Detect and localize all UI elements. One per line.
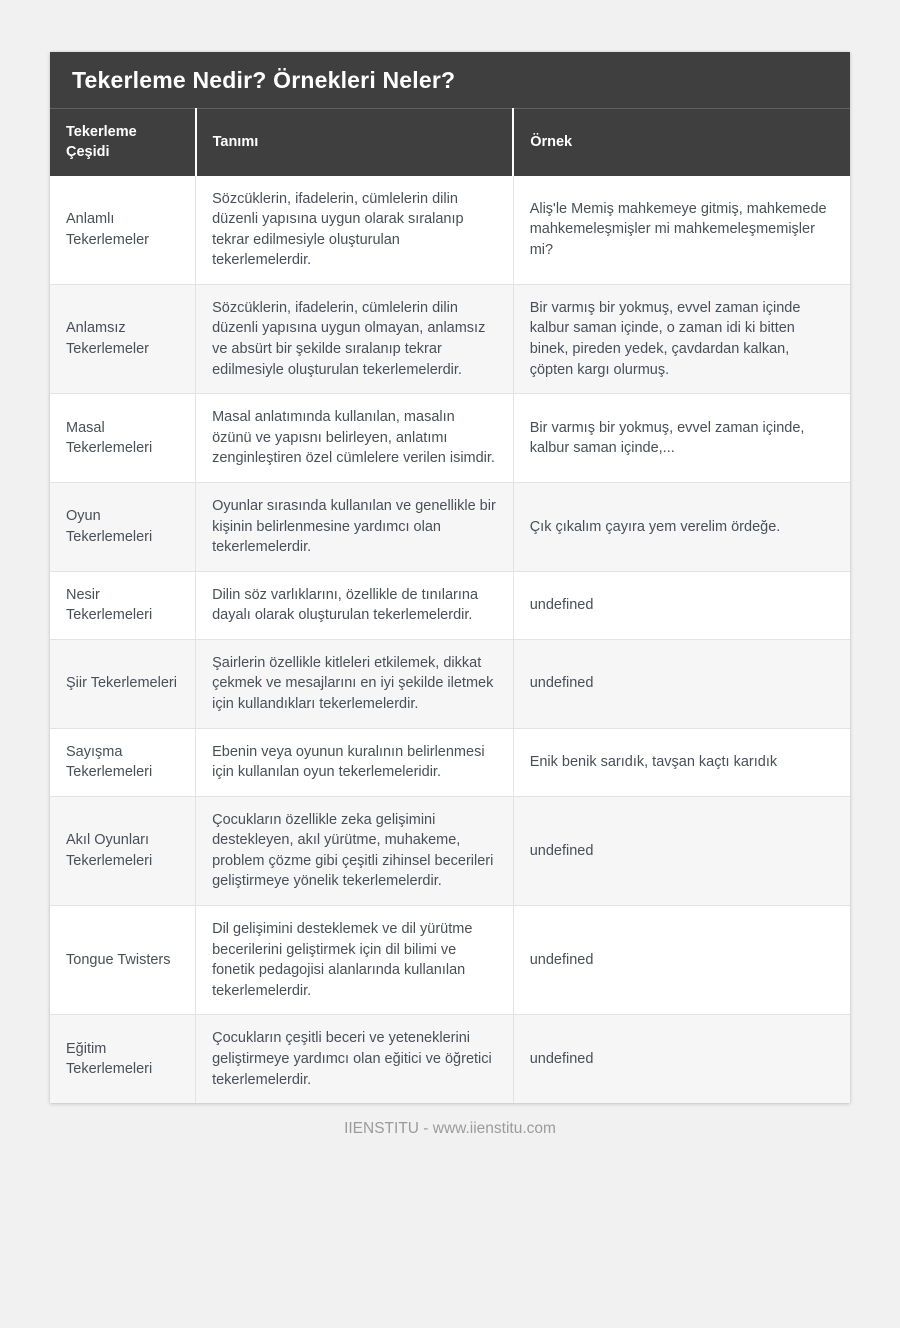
table-row <box>50 639 850 728</box>
table-header-row <box>50 109 850 176</box>
row-definition-cell: Çocukların özellikle zeka gelişimini destekleyen, akıl yürütme, muhakeme, problem çözme gibi çeşitli zihinsel becerileri geliştirmeye yönelik tekerlemelerdir. <box>196 796 514 905</box>
table-body <box>50 176 850 1104</box>
row-type-cell: Nesir Tekerlemeleri <box>50 571 196 639</box>
row-type-cell: Akıl Oyunları Tekerlemeleri <box>50 796 196 905</box>
row-definition-cell: Dilin söz varlıklarını, özellikle de tınılarına dayalı olarak oluşturulan tekerlemelerdir. <box>196 571 514 639</box>
row-example-cell: Enik benik sarıdık, tavşan kaçtı karıdık <box>513 728 850 796</box>
table-row <box>50 906 850 1015</box>
table-row <box>50 284 850 393</box>
row-definition-cell: Şairlerin özellikle kitleleri etkilemek, dikkat çekmek ve mesajlarını en iyi şekilde iletmek için kullandıkları tekerlemelerdir. <box>196 639 514 728</box>
column-header-type: Tekerleme Çeşidi <box>50 109 196 176</box>
row-type-cell: Şiir Tekerlemeleri <box>50 639 196 728</box>
row-definition-cell: Sözcüklerin, ifadelerin, cümlelerin dilin düzenli yapısına uygun olmayan, anlamsız ve absürt bir şekilde sıralanıp tekrar edilmesiyle oluşturulan tekerlemelerdir. <box>196 284 514 393</box>
table-row <box>50 1015 850 1103</box>
row-example-cell: Bir varmış bir yokmuş, evvel zaman içinde kalbur saman içinde, o zaman idi ki bitten binek, pireden yedek, çavdardan kalkan, çöpten kargı olurmuş. <box>513 284 850 393</box>
table-header <box>50 109 850 176</box>
row-type-cell: Anlamsız Tekerlemeler <box>50 284 196 393</box>
row-example-cell: undefined <box>513 906 850 1015</box>
row-type-cell: Sayışma Tekerlemeleri <box>50 728 196 796</box>
row-type-cell: Oyun Tekerlemeleri <box>50 482 196 571</box>
row-example-cell: undefined <box>513 571 850 639</box>
row-example-cell: undefined <box>513 796 850 905</box>
row-example-cell: Aliş'le Memiş mahkemeye gitmiş, mahkemede mahkemeleşmişler mi mahkemeleşmemişler mi? <box>513 176 850 285</box>
row-definition-cell: Oyunlar sırasında kullanılan ve genellikle bir kişinin belirlenmesine yardımcı olan tekerlemelerdir. <box>196 482 514 571</box>
row-definition-cell: Sözcüklerin, ifadelerin, cümlelerin dilin düzenli yapısına uygun olarak sıralanıp tekrar edilmesiyle oluşturulan tekerlemelerdir. <box>196 176 514 285</box>
row-type-cell: Tongue Twisters <box>50 906 196 1015</box>
table-row <box>50 728 850 796</box>
row-type-cell: Masal Tekerlemeleri <box>50 394 196 483</box>
table-row <box>50 796 850 905</box>
row-definition-cell: Masal anlatımında kullanılan, masalın özünü ve yapısnı belirleyen, anlatımı zenginleştiren özel cümlelere verilen isimdir. <box>196 394 514 483</box>
tekerleme-table <box>50 108 850 1103</box>
column-header-definition: Tanımı <box>196 109 514 176</box>
row-definition-cell: Ebenin veya oyunun kuralının belirlenmesi için kullanılan oyun tekerlemeleridir. <box>196 728 514 796</box>
row-type-cell: Eğitim Tekerlemeleri <box>66 1040 153 1078</box>
footer-credit: IIENSTITU - www.iienstitu.com <box>344 1120 556 1138</box>
row-definition-cell: Dil gelişimini desteklemek ve dil yürütme becerilerini geliştirmek için dil bilimi ve fonetik pedagojisi alanlarında kullanılan tekerlemelerdir. <box>196 906 514 1015</box>
table-row <box>50 482 850 571</box>
page-title: Tekerleme Nedir? Örnekleri Neler? <box>50 52 850 108</box>
row-type-cell: Anlamlı Tekerlemeler <box>50 176 196 285</box>
table-row <box>50 176 850 285</box>
table-row <box>50 571 850 639</box>
row-example-cell: Çık çıkalım çayıra yem verelim ördeğe. <box>513 482 850 571</box>
column-header-example: Örnek <box>513 109 850 176</box>
row-example-cell: Bir varmış bir yokmuş, evvel zaman içinde, kalbur saman içinde,... <box>513 394 850 483</box>
content-card <box>50 52 850 1103</box>
row-example-cell: undefined <box>513 1015 850 1103</box>
row-example-cell: undefined <box>513 639 850 728</box>
row-definition-cell: Çocukların çeşitli beceri ve yeteneklerini geliştirmeye yardımcı olan eğitici ve öğretici tekerlemelerdir. <box>196 1015 514 1103</box>
table-row <box>50 394 850 483</box>
